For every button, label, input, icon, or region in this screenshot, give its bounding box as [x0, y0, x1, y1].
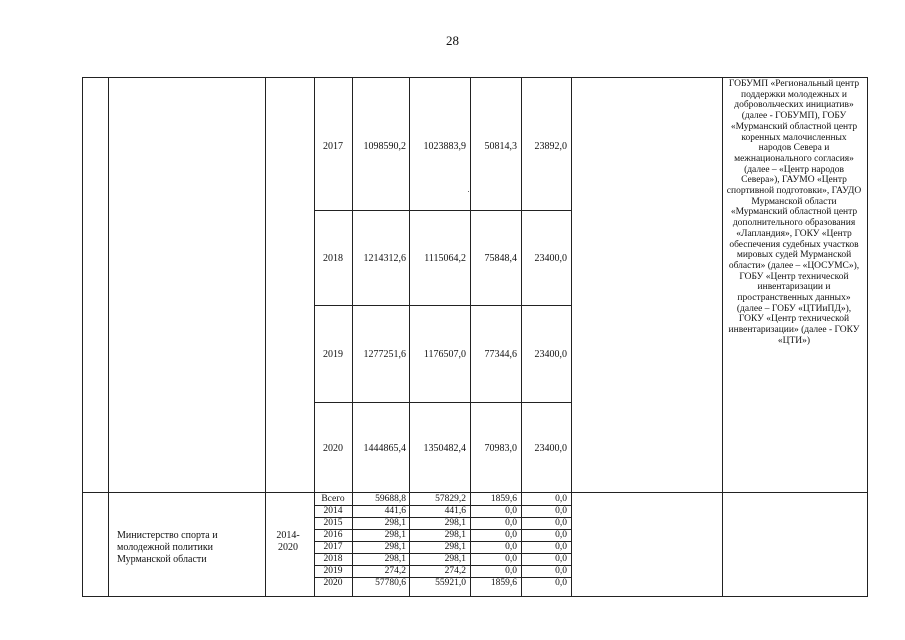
- ministry-name: Министерство спорта и молодежной политики Мурманской области: [117, 530, 218, 565]
- organizations-text: ГОБУМП «Региональный центр поддержки молодежных и добровольческих инициатив» (далее - ГОБУМП), ГОБУ «Мурманский областной центр коренных малочисленных народов Севера и межнационального согласия» (далее – «Центр народов Севера»), ГАУМО «Центр спортивной подготовки», ГАУДО Мурманской области «Мурманский областной центр дополнительного образования «Лапландия», ГОКУ «Центр обеспечения судебных участков мировых судей Мурманской области» (далее – «ЦОСУМС»), ГОБУ «Центр технической инвентаризации и пространственных данных» (далее – ГОБУ «ЦТИиПД»), ГОКУ «Центр технической инвентаризации» (далее - ГОКУ «ЦТИ»): [726, 79, 862, 346]
- page-number: 28: [446, 33, 459, 48]
- scan-speck: [468, 191, 469, 192]
- program-period: 2014-2020: [276, 530, 300, 553]
